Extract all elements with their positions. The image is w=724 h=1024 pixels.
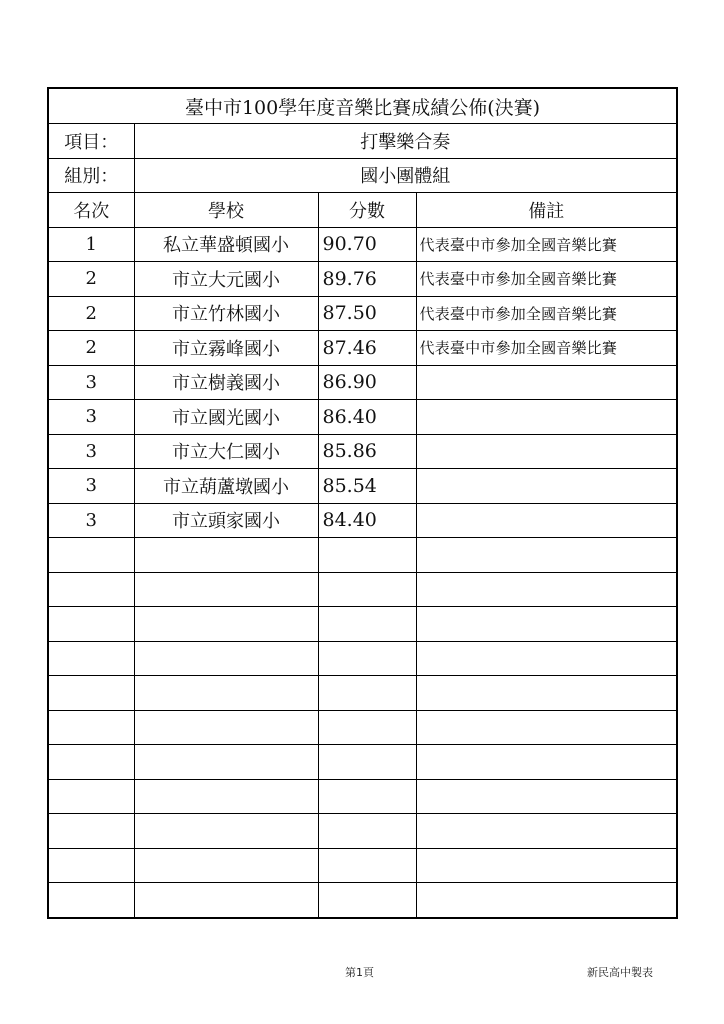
school-cell [134, 745, 318, 780]
rank-cell: 2 [48, 262, 134, 297]
school-cell: 市立國光國小 [134, 400, 318, 435]
note-cell [416, 883, 677, 918]
score-cell [318, 710, 416, 745]
score-cell: 87.46 [318, 331, 416, 366]
score-cell: 85.54 [318, 469, 416, 504]
empty-row [48, 779, 677, 814]
score-cell [318, 814, 416, 849]
empty-row [48, 883, 677, 918]
empty-row [48, 676, 677, 711]
table-row [48, 227, 677, 262]
item-value: 打擊樂合奏 [134, 124, 677, 159]
rank-cell: 2 [48, 296, 134, 331]
school-cell [134, 676, 318, 711]
page-title: 臺中市100學年度音樂比賽成績公佈(決賽) [48, 88, 677, 124]
note-cell [416, 572, 677, 607]
rank-cell: 3 [48, 365, 134, 400]
score-cell: 86.40 [318, 400, 416, 435]
rank-cell [48, 572, 134, 607]
score-cell [318, 676, 416, 711]
school-cell [134, 883, 318, 918]
note-cell: 代表臺中市參加全國音樂比賽 [416, 262, 677, 297]
school-cell: 私立華盛頓國小 [134, 227, 318, 262]
score-cell: 85.86 [318, 434, 416, 469]
item-row [48, 124, 677, 159]
note-cell [416, 745, 677, 780]
school-cell: 市立頭家國小 [134, 503, 318, 538]
rank-cell [48, 883, 134, 918]
score-cell [318, 779, 416, 814]
score-cell [318, 883, 416, 918]
school-cell: 市立葫蘆墩國小 [134, 469, 318, 504]
rank-cell [48, 779, 134, 814]
empty-row [48, 710, 677, 745]
table-row [48, 262, 677, 297]
score-cell [318, 572, 416, 607]
results-table [47, 87, 678, 919]
school-cell: 市立大元國小 [134, 262, 318, 297]
empty-row [48, 641, 677, 676]
note-cell [416, 503, 677, 538]
score-cell: 89.76 [318, 262, 416, 297]
school-cell [134, 607, 318, 642]
rank-cell [48, 745, 134, 780]
table-row [48, 400, 677, 435]
note-cell [416, 710, 677, 745]
rank-cell: 3 [48, 469, 134, 504]
empty-row [48, 607, 677, 642]
score-cell [318, 607, 416, 642]
rank-cell [48, 676, 134, 711]
rank-cell [48, 848, 134, 883]
group-label: 組別： [48, 158, 134, 193]
table-row [48, 469, 677, 504]
page-number: 第1頁 [345, 966, 374, 979]
school-cell: 市立竹林國小 [134, 296, 318, 331]
note-cell: 代表臺中市參加全國音樂比賽 [416, 331, 677, 366]
school-cell [134, 814, 318, 849]
group-row [48, 158, 677, 193]
header-row [48, 193, 677, 228]
school-cell [134, 710, 318, 745]
empty-row [48, 538, 677, 573]
school-cell: 市立樹義國小 [134, 365, 318, 400]
table-row [48, 365, 677, 400]
note-cell [416, 607, 677, 642]
score-cell [318, 538, 416, 573]
school-cell: 市立霧峰國小 [134, 331, 318, 366]
score-cell: 86.90 [318, 365, 416, 400]
note-cell [416, 434, 677, 469]
empty-row [48, 572, 677, 607]
note-cell [416, 469, 677, 504]
rank-cell: 3 [48, 400, 134, 435]
rank-cell: 3 [48, 434, 134, 469]
school-cell [134, 538, 318, 573]
title-row [48, 88, 677, 124]
score-cell: 90.70 [318, 227, 416, 262]
table-row [48, 434, 677, 469]
rank-cell [48, 607, 134, 642]
table-row [48, 296, 677, 331]
rank-cell: 1 [48, 227, 134, 262]
rank-cell [48, 641, 134, 676]
note-cell [416, 641, 677, 676]
rank-cell [48, 538, 134, 573]
header-note: 備註 [416, 193, 677, 228]
header-rank: 名次 [48, 193, 134, 228]
note-cell [416, 538, 677, 573]
note-cell [416, 814, 677, 849]
score-cell [318, 745, 416, 780]
school-cell [134, 848, 318, 883]
rank-cell [48, 710, 134, 745]
note-cell [416, 400, 677, 435]
note-cell [416, 365, 677, 400]
header-school: 學校 [134, 193, 318, 228]
score-cell [318, 641, 416, 676]
empty-row [48, 745, 677, 780]
school-cell [134, 572, 318, 607]
note-cell [416, 848, 677, 883]
group-value: 國小團體組 [134, 158, 677, 193]
table-row [48, 503, 677, 538]
rank-cell [48, 814, 134, 849]
note-cell: 代表臺中市參加全國音樂比賽 [416, 296, 677, 331]
table-row [48, 331, 677, 366]
item-label: 項目： [48, 124, 134, 159]
rank-cell: 2 [48, 331, 134, 366]
maker-label: 新民高中製表 [587, 966, 653, 979]
empty-row [48, 814, 677, 849]
note-cell [416, 676, 677, 711]
score-cell [318, 848, 416, 883]
school-cell [134, 779, 318, 814]
header-score: 分數 [318, 193, 416, 228]
empty-row [48, 848, 677, 883]
score-cell: 87.50 [318, 296, 416, 331]
note-cell: 代表臺中市參加全國音樂比賽 [416, 227, 677, 262]
school-cell [134, 641, 318, 676]
score-cell: 84.40 [318, 503, 416, 538]
rank-cell: 3 [48, 503, 134, 538]
note-cell [416, 779, 677, 814]
school-cell: 市立大仁國小 [134, 434, 318, 469]
